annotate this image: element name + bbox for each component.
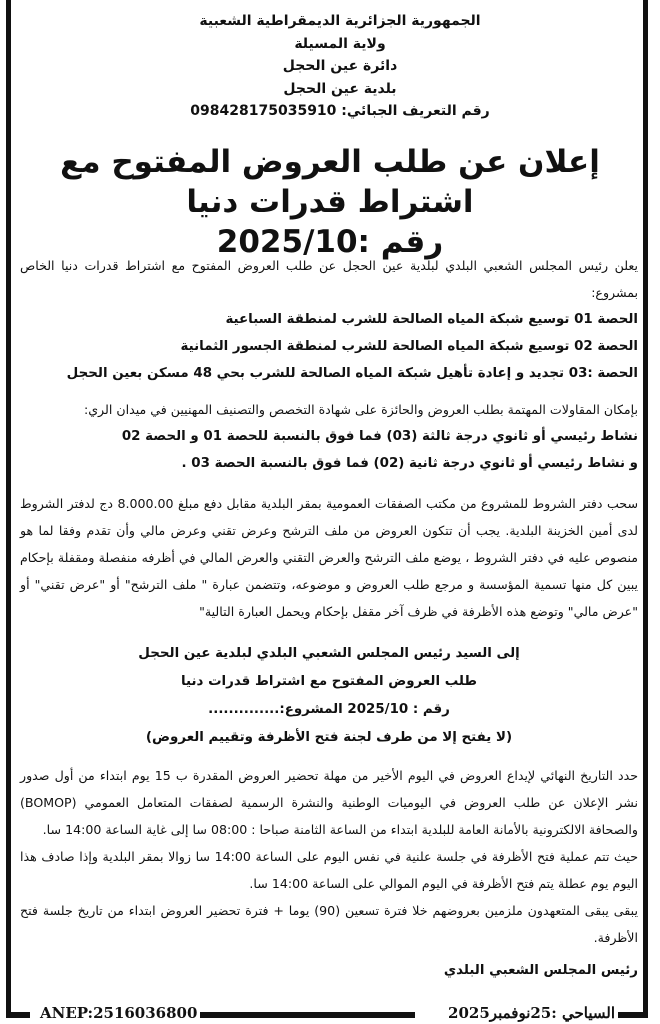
eligibility-line-1: نشاط رئيسي أو ثانوي درجة ثالثة (03) فما فوق بالنسبة للحصة 01 و الحصة 02 bbox=[121, 429, 638, 444]
title-number: رقم :2025/10 bbox=[216, 224, 444, 260]
eligibility-line-2: و نشاط رئيسي أو ثانوي درجة ثانية (02) فما فوق بالنسبة الحصة 03 . bbox=[181, 456, 638, 471]
intro-section bbox=[20, 252, 638, 387]
eligibility-section bbox=[20, 396, 638, 477]
footer-bar-middle bbox=[200, 1012, 415, 1018]
header-tax-id: رقم التعريف الجبائي: 098428175035910 bbox=[190, 103, 490, 119]
conditions-text: سحب دفتر الشروط للمشروع من مكتب الصفقات العمومية بمقر البلدية مقابل دفع مبلغ 8.000.00 دج لدفتر الشروط لدى أمين الخزينة البلدية. يجب أن تتكون العروض من ملف الترشح وعرض تقني وعرض مالي وأن تقدم وفقا لما هو منصوص عليه في دفتر الشروط ، يوضع ملف الترشح والعرض التقني والعرض المالي في أظرفه منفصلة ومقفلة بإحكام يبين كل منها تسمية المؤسسة و مرجع طلب العروض و موضوعه، وتتضمن عبارة " ملف الترشح" أو "عرض تقني" أو "عرض مالي" وتوضع هذه الأظرفة في ظرف آخر مقفل بإحكام ويحمل العبارة التالية" bbox=[20, 496, 638, 619]
envelope-line-1: إلى السيد رئيس المجلس الشعبي البلدي لبلدية عين الحجل bbox=[138, 646, 520, 661]
footer-bar-right bbox=[618, 1012, 648, 1018]
header-wilaya: ولاية المسيلة bbox=[294, 35, 386, 52]
announcement-title bbox=[0, 142, 660, 262]
header-commune: بلدية عين الحجل bbox=[283, 80, 397, 97]
publication-date: السياحي :25نوفمبر2025 bbox=[448, 1004, 615, 1022]
envelope-line-2: طلب العروض المفتوح مع اشتراط قدرات دنيا bbox=[181, 674, 477, 689]
envelope-line-4: (لا يفتح إلا من طرف لجنة فتح الأظرفة وتقييم العروض) bbox=[145, 730, 513, 745]
title-line: إعلان عن طلب العروض المفتوح مع اشتراط قدرات دنيا bbox=[60, 144, 600, 220]
conditions-section bbox=[20, 490, 638, 625]
document-header bbox=[180, 10, 500, 123]
footer bbox=[0, 1004, 660, 1024]
eligibility-text: بإمكان المقاولات المهتمة بطلب العروض والحائزة على شهادة التخصص والتصنيف المهنيين في ميدان الري: bbox=[83, 402, 638, 417]
anep-number: ANEP:2516036800 bbox=[40, 1004, 198, 1022]
envelope-section bbox=[20, 640, 638, 752]
envelope-line-3: رقم : 2025/10 المشروع:.............. bbox=[208, 702, 450, 717]
intro-text: يعلن رئيس المجلس الشعبي البلدي لبلدية عين الحجل عن طلب العروض المفتوح مع اشتراط قدرات دنيا الخاص بمشروع: bbox=[20, 258, 638, 300]
signature: رئيس المجلس الشعبي البلدي bbox=[443, 963, 638, 978]
deadline-section bbox=[20, 762, 638, 984]
header-country: الجمهورية الجزائرية الديمقراطية الشعبية bbox=[199, 13, 481, 29]
deadline-text: حدد التاريخ النهائي لإيداع العروض في اليوم الأخير من مهلة تحضير العروض المقدرة ب 15 يوم ابتداء من أول صدور نشر الإعلان عن طلب العروض في اليوميات الوطنية والنشرة الرسمية لصفقات المتعامل العمومي (BOMOP) والصحافة الالكترونية بالأمانة العامة للبلدية ابتداء من الساعة الثامنة صباحا : 08:00 سا إلى غاية الساعة 14:00 سا. bbox=[20, 768, 638, 837]
footer-bar-left bbox=[6, 1012, 30, 1018]
header-daira: دائرة عين الحجل bbox=[282, 58, 398, 74]
lot-3: الحصة :03 تجديد و إعادة تأهيل شبكة المياه الصالحة للشرب بحي 48 مسكن بعين الحجل bbox=[66, 366, 638, 381]
lot-2: الحصة 02 توسيع شبكة المياه الصالحة للشرب لمنطقة الجسور الثمانية bbox=[180, 339, 638, 354]
lot-1: الحصة 01 توسيع شبكة المياه الصالحة للشرب لمنطقة السباعية bbox=[225, 312, 638, 327]
opening-text: حيث تتم عملية فتح الأظرفة في جلسة علنية في نفس اليوم على الساعة 14:00 سا زوالا بمقر البلدية وإذا صادف هذا اليوم يوم عطلة يتم فتح الأظرفة في اليوم الموالي على الساعة 14:00 سا. bbox=[20, 849, 638, 891]
validity-text: يبقى يبقى المتعهدون ملزمين بعروضهم خلا فترة تسعين (90) يوما + فترة تحضير العروض ابتداء من تاريخ جلسة فتح الأظرفة. bbox=[20, 903, 638, 945]
